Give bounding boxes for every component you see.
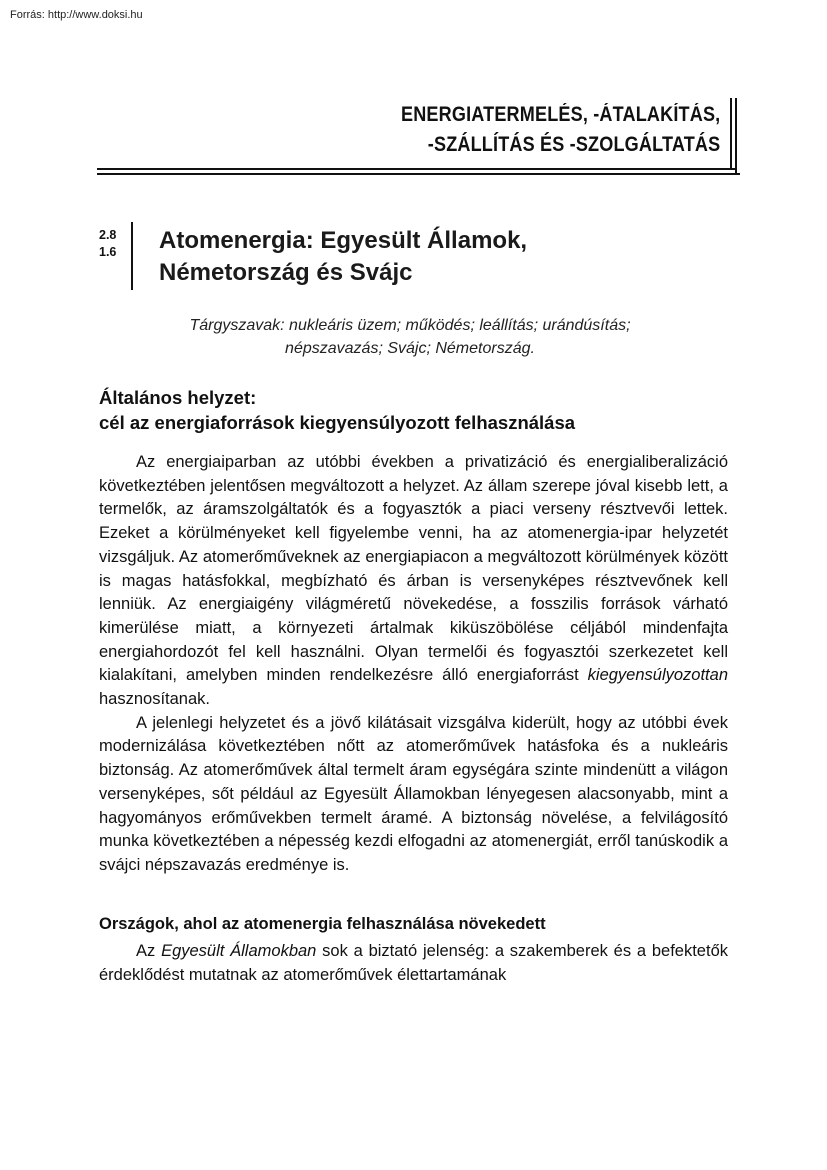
section-code-2: 1.6 — [99, 245, 117, 259]
paragraph-text-end: hasznosítanak. — [99, 690, 210, 709]
emphasis-text: kiegyensúlyozottan — [587, 666, 728, 685]
paragraph — [99, 451, 728, 712]
header-rule-vertical-inner — [730, 98, 732, 168]
chapter-title — [401, 100, 720, 160]
article-title — [159, 225, 527, 289]
sub-heading: Országok, ahol az atomenergia felhasználása növekedett — [99, 915, 546, 933]
header-rule-inner — [97, 168, 737, 170]
subsection-body — [99, 940, 728, 987]
chapter-header — [97, 96, 740, 178]
paragraph-text-end: sok a biztató jelenség: a szakemberek és a befektetők érdeklődést mutatnak az atomerőművek élettartamának — [99, 942, 728, 984]
keywords-line2: népszavazás; Svájc; Németország. — [285, 340, 535, 357]
section-heading — [99, 385, 575, 435]
chapter-title-line2: -SZÁLLÍTÁS ÉS -SZOLGÁLTATÁS — [427, 133, 720, 156]
title-divider — [131, 222, 133, 290]
section-heading-line1: Általános helyzet: — [99, 387, 257, 408]
paragraph-text: Az — [136, 942, 156, 960]
section-body — [99, 451, 728, 878]
header-rule-vertical-outer — [735, 98, 737, 173]
header-rule-outer — [97, 173, 740, 175]
paragraph — [99, 940, 728, 987]
paragraph-text: Az energiaiparban az utóbbi években a privatizáció és energialiberalizáció következtében jelentősen megváltozott a helyzet. Az állam szerepe jóval kisebb lett, a termelők, az áramszolgáltatók és a fogyasztók a piaci verseny résztvevői lettek. Ezeket a körülményeket kell figyelembe venni, ha az atomenergia-ipar helyzetét vizsgáljuk. Az atomerőműveknek az energiapiacon a megváltozott körülmények között is magas hatásfokkal, megbízható és árban is versenyképes résztvevőnek kell lenniük. Az energiaigény világméretű növekedése, a fosszilis források várható kimerülése miatt, a környezeti ártalmak kiküszöbölése céljából mindenfajta energiahordozót fel kell használni. Olyan termelői és fogyasztói szerkezetet kell kialakítani, amelyben minden rendelkezésre álló energiaforrást — [99, 453, 728, 685]
section-code — [99, 227, 116, 261]
source-url: Forrás: http://www.doksi.hu — [10, 9, 143, 21]
article-title-line2: Németország és Svájc — [159, 259, 413, 286]
chapter-title-line1: ENERGIATERMELÉS, -ÁTALAKÍTÁS, — [400, 103, 720, 126]
paragraph: A jelenlegi helyzetet és a jövő kilátásait vizsgálva kiderült, hogy az utóbbi évek modernizálása következtében nőtt az atomerőművek hatásfoka és a nukleáris biztonság. Az atomerőművek által termelt áram egységára szinte mindenütt a világon versenyképes, sőt például az Egyesült Államokban lényegesen alacsonyabb, mint a hagyományos erőművekben termelt áramé. A biztonság növelése, a felvilágosító munka következtében a népesség kezdi elfogadni az atomenergiát, erről tanúskodik a svájci népszavazás eredménye is. — [99, 713, 728, 874]
section-code-1: 2.8 — [99, 228, 117, 242]
keywords-line1: Tárgyszavak: nukleáris üzem; működés; leállítás; urándúsítás; — [189, 317, 631, 334]
section-heading-line2: cél az energiaforrások kiegyensúlyozott felhasználása — [99, 412, 576, 433]
emphasis-text: Egyesült Államokban — [161, 942, 317, 960]
keywords — [120, 314, 700, 360]
article-title-line1: Atomenergia: Egyesült Államok, — [159, 227, 528, 254]
